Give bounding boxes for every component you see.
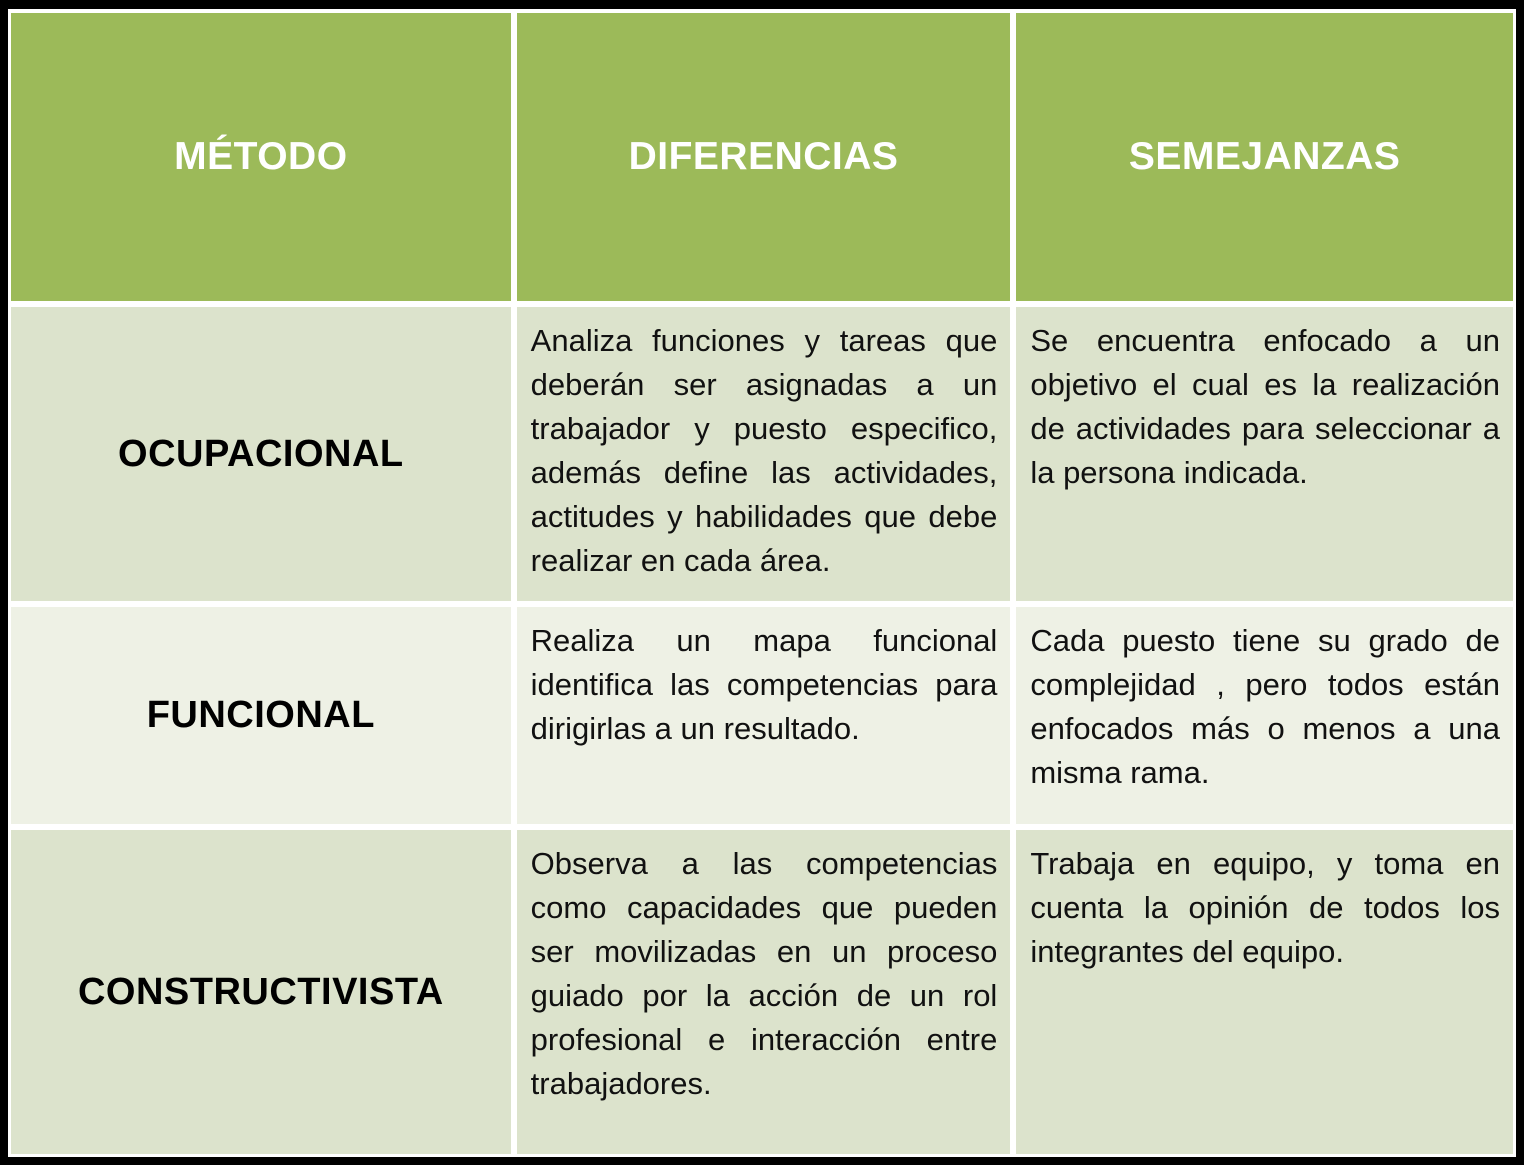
row-label-funcional: FUNCIONAL bbox=[11, 607, 511, 824]
funcional-diferencias-text: Realiza un mapa funcional identifica las competencias para dirigirlas a un resultado. bbox=[517, 607, 1011, 824]
row-label-ocupacional: OCUPACIONAL bbox=[11, 307, 511, 601]
constructivista-semejanzas-text: Trabaja en equipo, y toma en cuenta la opinión de todos los integrantes del equipo. bbox=[1016, 830, 1513, 1154]
row-label-constructivista: CONSTRUCTIVISTA bbox=[11, 830, 511, 1154]
table-grid bbox=[11, 13, 1513, 1154]
ocupacional-diferencias-text: Analiza funciones y tareas que deberán ser asignadas a un trabajador y puesto especifico, además define las actividades, actitudes y habilidades que debe realizar en cada área. bbox=[517, 307, 1011, 601]
comparison-table bbox=[8, 9, 1516, 1157]
constructivista-diferencias-text: Observa a las competencias como capacidades que pueden ser movilizadas en un proceso guiado por la acción de un rol profesional e interacción entre trabajadores. bbox=[517, 830, 1011, 1154]
column-header-diferencias: DIFERENCIAS bbox=[517, 13, 1011, 301]
column-header-semejanzas: SEMEJANZAS bbox=[1016, 13, 1513, 301]
ocupacional-semejanzas-text: Se encuentra enfocado a un objetivo el cual es la realización de actividades para seleccionar a la persona indicada. bbox=[1016, 307, 1513, 601]
funcional-semejanzas-text: Cada puesto tiene su grado de complejidad , pero todos están enfocados más o menos a una misma rama. bbox=[1016, 607, 1513, 824]
column-header-metodo: MÉTODO bbox=[11, 13, 511, 301]
